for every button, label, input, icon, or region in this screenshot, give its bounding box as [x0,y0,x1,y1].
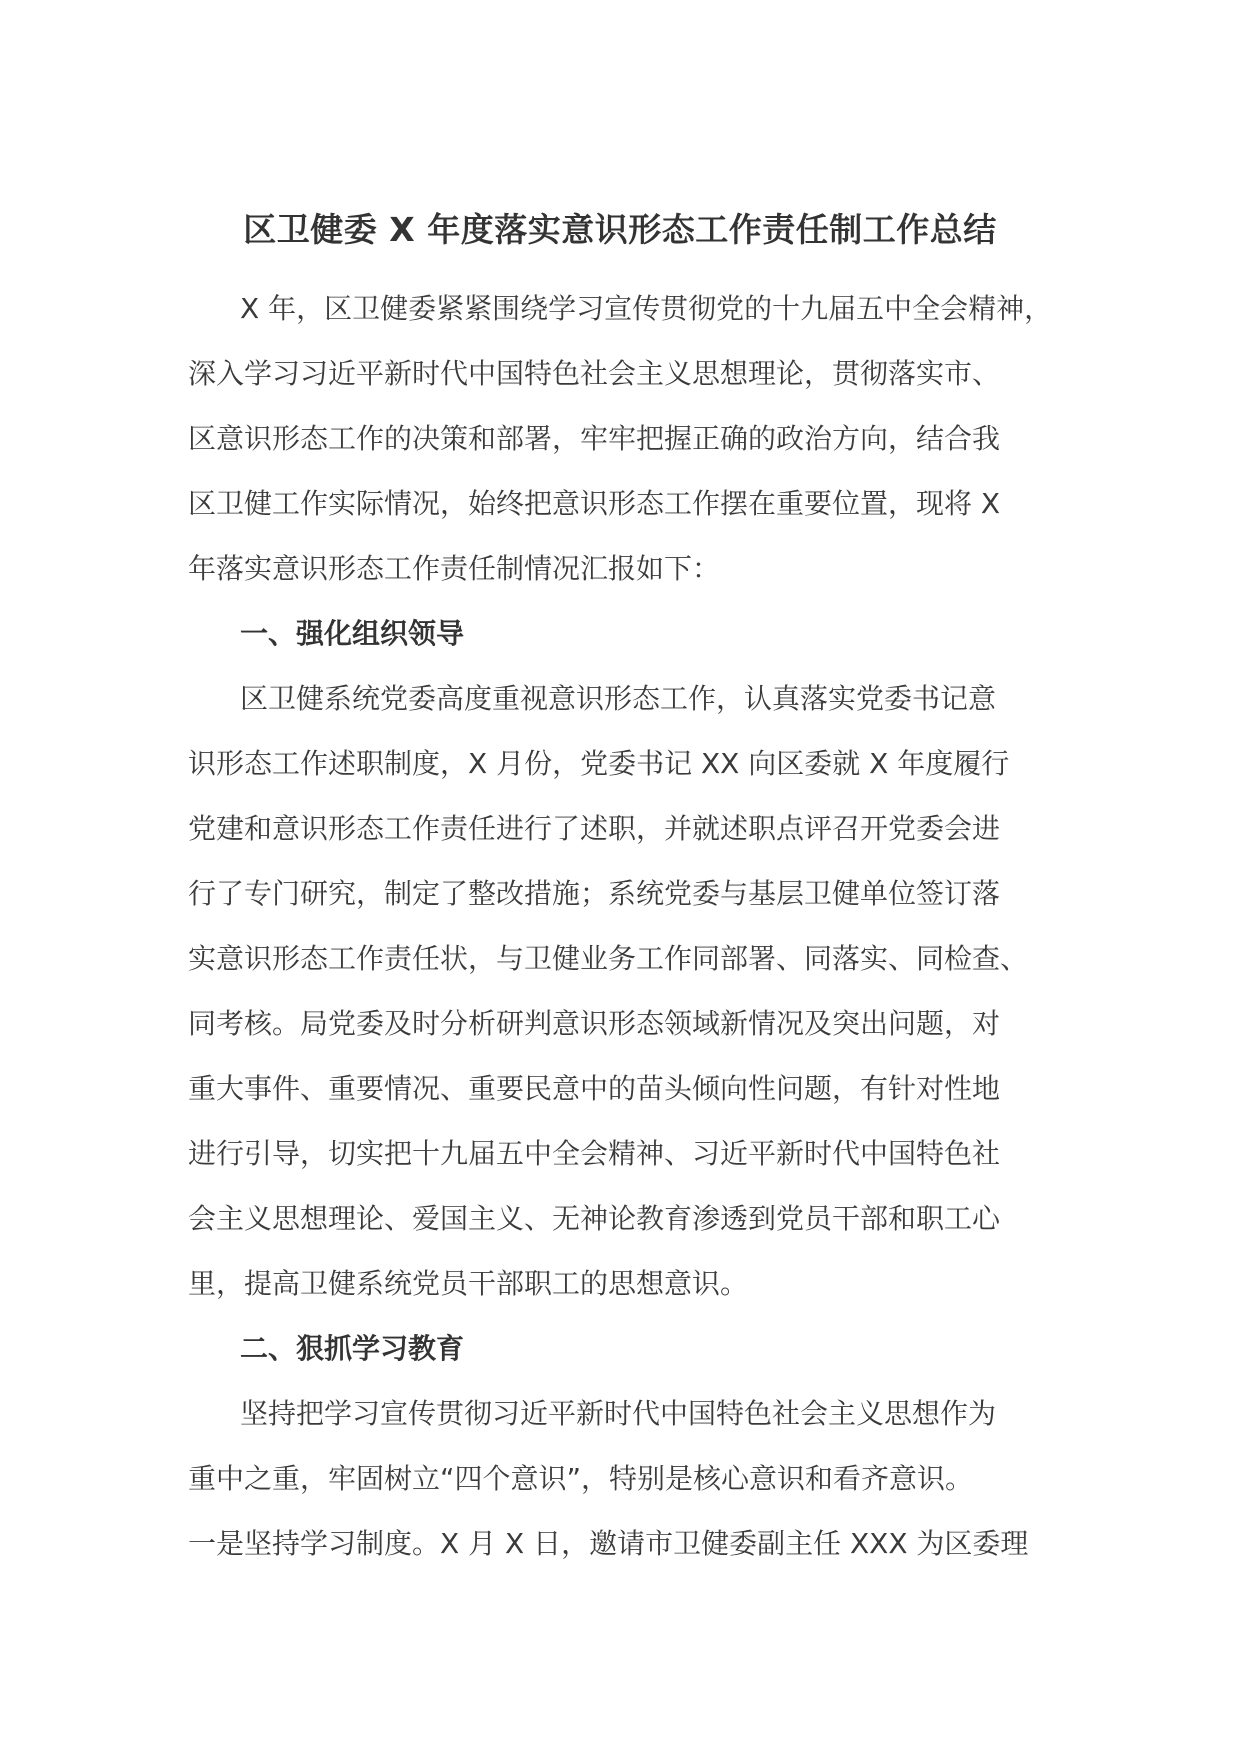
document-body [188,276,1068,1576]
body-text-line: 行了专门研究，制定了整改措施；系统党委与基层卫健单位签订落 [188,877,1001,910]
body-text-line: X 年，区卫健委紧紧围绕学习宣传贯彻党的十九届五中全会精神， [240,292,1053,325]
body-text-line: 年落实意识形态工作责任制情况汇报如下： [188,552,721,585]
section-heading: 一、强化组织领导 [240,617,465,650]
body-text-line: 重大事件、重要情况、重要民意中的苗头倾向性问题，有针对性地 [188,1072,1001,1105]
body-text-line: 同考核。局党委及时分析研判意识形态领域新情况及突出问题，对 [188,1007,1001,1040]
body-text-line: 重中之重，牢固树立“四个意识”，特别是核心意识和看齐意识。 [188,1462,974,1495]
body-text-line: 党建和意识形态工作责任进行了述职，并就述职点评召开党委会进 [188,812,1001,845]
body-text-line: 会主义思想理论、爱国主义、无神论教育渗透到党员干部和职工心 [188,1202,1001,1235]
body-text-line: 区意识形态工作的决策和部署，牢牢把握正确的政治方向，结合我 [188,422,1001,455]
section-heading: 二、狠抓学习教育 [240,1332,465,1365]
body-text-line: 里，提高卫健系统党员干部职工的思想意识。 [188,1267,749,1300]
body-text-line: 实意识形态工作责任状，与卫健业务工作同部署、同落实、同检查、 [188,942,1029,975]
body-text-line: 区卫健工作实际情况，始终把意识形态工作摆在重要位置，现将 X [188,487,1001,520]
body-text-line: 进行引导，切实把十九届五中全会精神、习近平新时代中国特色社 [188,1137,1001,1170]
body-text-line: 一是坚持学习制度。X 月 X 日，邀请市卫健委副主任 XXX 为区委理 [188,1527,1029,1560]
body-text-line: 坚持把学习宣传贯彻习近平新时代中国特色社会主义思想作为 [240,1397,997,1430]
body-text-line: 深入学习习近平新时代中国特色社会主义思想理论，贯彻落实市、 [188,357,1001,390]
document-title: 区卫健委 X 年度落实意识形态工作责任制工作总结 [243,210,997,249]
body-text-line: 区卫健系统党委高度重视意识形态工作，认真落实党委书记意 [240,682,997,715]
body-text-line: 识形态工作述职制度，X 月份，党委书记 XX 向区委就 X 年度履行 [188,747,1010,780]
